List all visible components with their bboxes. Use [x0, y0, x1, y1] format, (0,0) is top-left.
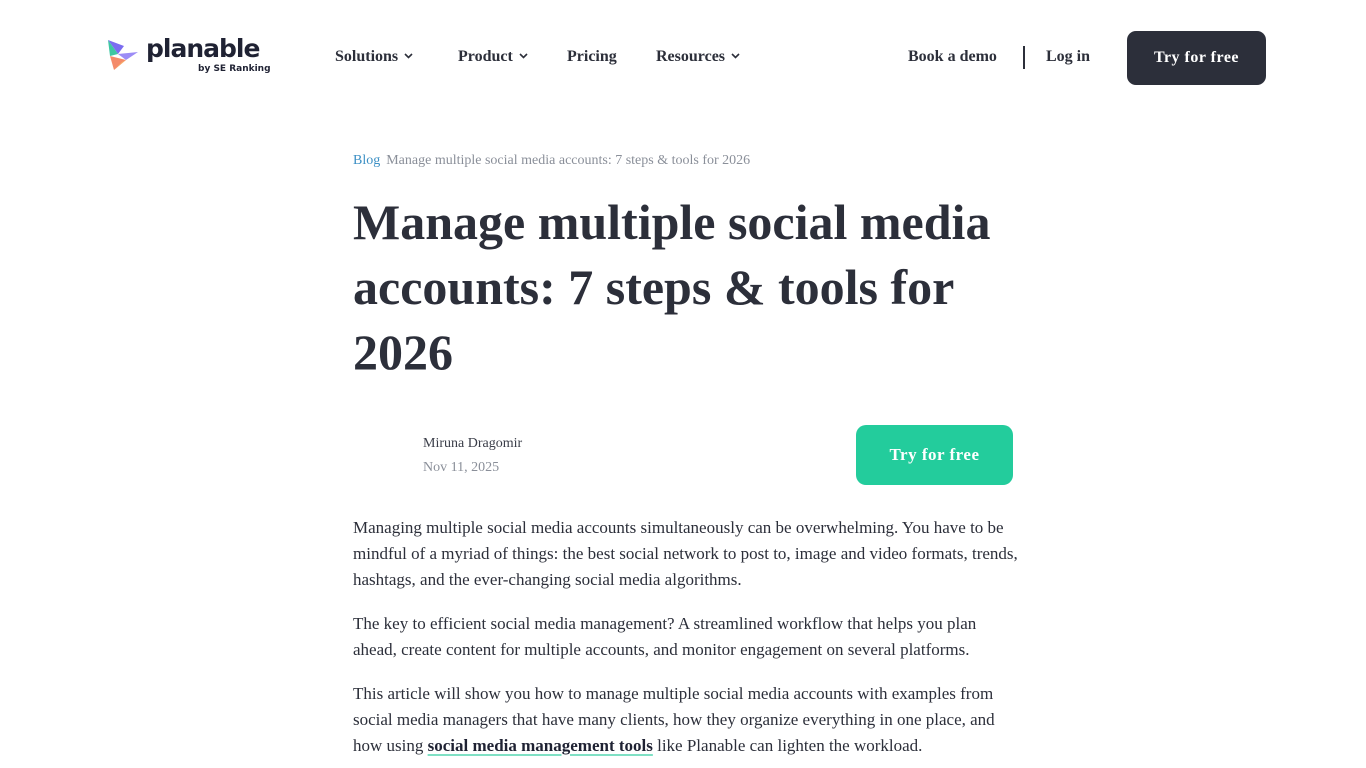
nav-product[interactable] [458, 48, 528, 66]
paragraph-text: This article will show you how to manage multiple social media accounts with examples from social media managers that have many clients, how they organize everything in one place, and how using [353, 684, 995, 755]
nav-resources[interactable] [656, 48, 740, 66]
site-header [0, 0, 1366, 116]
article-paragraph: The key to efficient social media management? A streamlined workflow that helps you plan ahead, create content for multiple accounts, and monitor engagement on several platforms. [353, 614, 977, 659]
nav-pricing-label: Pricing [567, 48, 617, 65]
breadcrumb-current: Manage multiple social media accounts: 7 steps & tools for 2026 [386, 153, 751, 168]
chevron-down-icon [404, 53, 413, 59]
nav-solutions[interactable] [335, 48, 413, 66]
author-avatar [355, 432, 407, 484]
planable-logo-icon [106, 38, 140, 72]
nav-resources-label: Resources [656, 48, 726, 65]
nav-solutions-label: Solutions [335, 48, 399, 65]
article-paragraph [353, 681, 1021, 759]
author-name[interactable]: Miruna Dragomir [423, 436, 523, 451]
nav-divider [1023, 46, 1025, 69]
book-demo-link[interactable]: Book a demo [908, 48, 997, 65]
publish-date: Nov 11, 2025 [423, 460, 500, 475]
header-try-free-button[interactable]: Try for free [1127, 31, 1266, 85]
article-title: Manage multiple social media accounts: 7 steps & tools for 2026 [353, 194, 991, 380]
nav-pricing[interactable] [567, 48, 617, 66]
logo-wordmark: planable [146, 34, 260, 63]
article-try-free-button[interactable]: Try for free [856, 425, 1013, 485]
article-paragraph: Managing multiple social media accounts simultaneously can be overwhelming. You have to be mindful of a myriad of things: the best social network to post to, image and video formats, trends, hashtags, and the ever-changing social media algorithms. [353, 518, 1018, 589]
paragraph-text: like Planable can lighten the workload. [652, 736, 923, 755]
logo-subtitle: by SE Ranking [198, 64, 271, 74]
social-media-tools-link[interactable]: social media management tools [427, 736, 653, 755]
chevron-down-icon [519, 53, 528, 59]
login-link[interactable]: Log in [1046, 48, 1091, 65]
nav-product-label: Product [458, 48, 513, 65]
planable-logo[interactable] [106, 34, 271, 80]
breadcrumb-blog-link[interactable]: Blog [353, 153, 381, 168]
chevron-down-icon [731, 53, 740, 59]
breadcrumb [353, 153, 750, 169]
